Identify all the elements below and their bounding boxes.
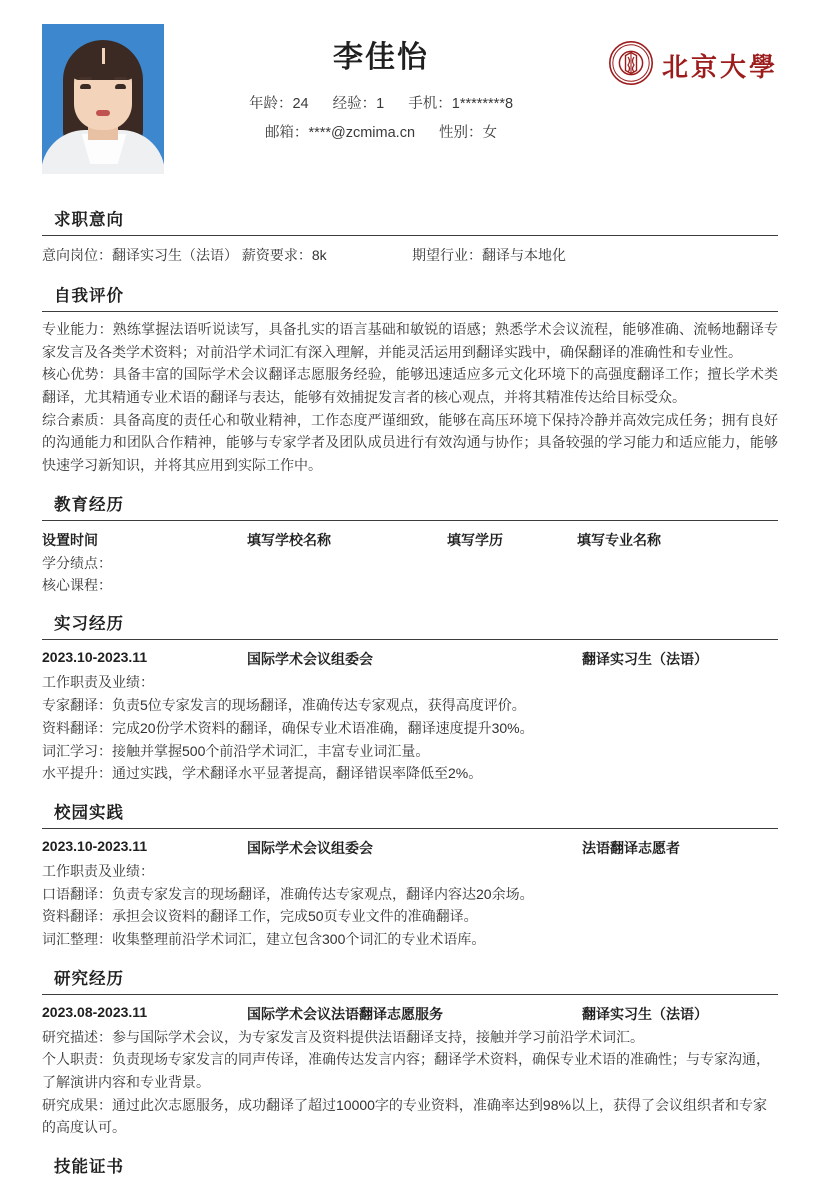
- entry-role: 法语翻译志愿者: [582, 839, 680, 856]
- entry-line: 词汇学习：接触并掌握500个前沿学术词汇，丰富专业词汇量。: [42, 742, 430, 759]
- job-intent-row: [42, 242, 778, 268]
- entry-line: 资料翻译：承担会议资料的翻译工作，完成50页专业文件的准确翻译。: [42, 908, 478, 925]
- entry-line: 工作职责及业绩：: [42, 674, 154, 691]
- education-courses-line: 核心课程：: [42, 577, 112, 594]
- entry-date: 2023.08-2023.11: [42, 1003, 148, 1020]
- meta-experience: 经验：1: [332, 96, 385, 112]
- section-title-skills: 技能证书: [54, 1157, 124, 1176]
- meta-gender: 性别：女: [439, 125, 498, 141]
- meta-age: 年龄：24: [248, 96, 309, 112]
- self-evaluation-paragraph: 核心优势：具备丰富的国际学术会议翻译志愿服务经验，能够迅速适应多元文化环境下的高强度翻译工作；擅长学术类翻译，尤其精通专业术语的翻译与表达，能够有效捕捉发言者的核心观点，并将其精准传达给目标受众。: [42, 366, 778, 406]
- section-research: [42, 965, 778, 1139]
- portrait-hair-part: [102, 48, 105, 64]
- internship-entry-header: [42, 646, 778, 671]
- education-column-school: 填写学校名称: [247, 531, 331, 548]
- section-job-intent: [42, 206, 778, 268]
- portrait-eye-right: [115, 84, 126, 89]
- portrait-brow-left: [79, 77, 92, 80]
- portrait-eye-left: [80, 84, 91, 89]
- job-intent-position: 意向岗位：翻译实习生（法语） 薪资要求：8k: [42, 247, 327, 263]
- meta-phone: 手机：1********8: [408, 96, 514, 112]
- entry-line: 资料翻译：完成20份学术资料的翻译，确保专业术语准确，翻译速度提升30%。: [42, 719, 534, 736]
- section-internship: [42, 610, 778, 784]
- meta-email: 邮箱：****@zcmima.cn: [264, 125, 416, 141]
- entry-organization: 国际学术会议组委会: [247, 651, 373, 668]
- job-intent-industry: 期望行业：翻译与本地化: [412, 247, 566, 263]
- entry-line: 口语翻译：负责专家发言的现场翻译，准确传达专家观点，翻译内容达20余场。: [42, 885, 534, 902]
- research-entry-body: [42, 1026, 778, 1139]
- education-table-header: [42, 527, 778, 552]
- campus-entry-header: [42, 835, 778, 860]
- portrait-mouth: [96, 110, 110, 116]
- avatar: [42, 24, 164, 174]
- entry-role: 翻译实习生（法语）: [582, 1005, 708, 1022]
- identity-block: [164, 24, 598, 150]
- divider: [42, 639, 778, 640]
- section-self-evaluation: [42, 282, 778, 477]
- entry-line: 研究描述：参与国际学术会议，为专家发言及资料提供法语翻译支持，接触并学习前沿学术词汇。: [42, 1028, 644, 1045]
- divider: [42, 994, 778, 995]
- section-campus-practice: [42, 799, 778, 951]
- entry-line: 研究成果：通过此次志愿服务，成功翻译了超过10000字的专业资料，准确率达到98%以上，获得了会议组织者和专家的高度认可。: [42, 1096, 767, 1136]
- portrait-brow-right: [114, 77, 127, 80]
- entry-line: 水平提升：通过实践，学术翻译水平显著提高，翻译错误率降低至2%。: [42, 765, 483, 782]
- divider: [42, 311, 778, 312]
- section-title-campus-practice: 校园实践: [54, 803, 124, 822]
- contact-line-2: [164, 121, 598, 142]
- entry-line: 词汇整理：收集整理前沿学术词汇，建立包含300个词汇的专业术语库。: [42, 930, 486, 947]
- campus-entry-body: [42, 860, 778, 951]
- section-skills: [42, 1153, 778, 1182]
- education-column-time: 设置时间: [42, 531, 98, 548]
- entry-date: 2023.10-2023.11: [42, 649, 148, 666]
- internship-entry-body: [42, 671, 778, 784]
- university-block: [598, 24, 778, 91]
- section-title-research: 研究经历: [54, 969, 124, 988]
- university-seal-icon: [608, 40, 654, 91]
- section-title-self-evaluation: 自我评价: [54, 287, 124, 305]
- education-gpa-line: 学分绩点：: [42, 554, 112, 571]
- education-column-major: 填写专业名称: [577, 531, 661, 548]
- page-title: 李佳怡: [333, 41, 429, 74]
- resume-header: [42, 0, 778, 192]
- section-title-internship: 实习经历: [54, 615, 124, 634]
- entry-line: 工作职责及业绩：: [42, 862, 154, 879]
- entry-organization: 国际学术会议组委会: [247, 839, 373, 856]
- contact-line-1: [164, 92, 598, 113]
- entry-line: 个人职责：负责现场专家发言的同声传译，准确传达发言内容；翻译学术资料，确保专业术语的准确性；与专家沟通，了解演讲内容和专业背景。: [42, 1051, 770, 1090]
- divider: [42, 235, 778, 236]
- research-entry-header: [42, 1001, 778, 1026]
- self-evaluation-paragraph: 综合素质：具备高度的责任心和敬业精神，工作态度严谨细致，能够在高压环境下保持冷静并高效完成任务；拥有良好的沟通能力和团队合作精神，能够与专家学者及团队成员进行有效沟通与协作；具备较强的学习能力和适应能力，能够快速学习新知识，并将其应用到实际工作中。: [42, 411, 778, 474]
- entry-line: 专家翻译：负责5位专家发言的现场翻译，准确传达专家观点，获得高度评价。: [42, 697, 526, 714]
- divider: [42, 520, 778, 521]
- section-education: [42, 491, 778, 597]
- entry-organization: 国际学术会议法语翻译志愿服务: [247, 1005, 443, 1022]
- section-title-job-intent: 求职意向: [54, 211, 124, 229]
- entry-date: 2023.10-2023.11: [42, 837, 148, 854]
- education-column-degree: 填写学历: [447, 531, 503, 548]
- university-name: 北京大學: [661, 53, 778, 82]
- entry-role: 翻译实习生（法语）: [582, 651, 708, 668]
- self-evaluation-paragraph: 专业能力：熟练掌握法语听说读写，具备扎实的语言基础和敏锐的语感；熟悉学术会议流程，能够准确、流畅地翻译专家发言及各类学术资料；对前沿学术词汇有深入理解，并能灵活运用到翻译实践中，确保翻译的准确性和专业性。: [42, 321, 778, 360]
- section-title-education: 教育经历: [54, 495, 124, 514]
- divider: [42, 828, 778, 829]
